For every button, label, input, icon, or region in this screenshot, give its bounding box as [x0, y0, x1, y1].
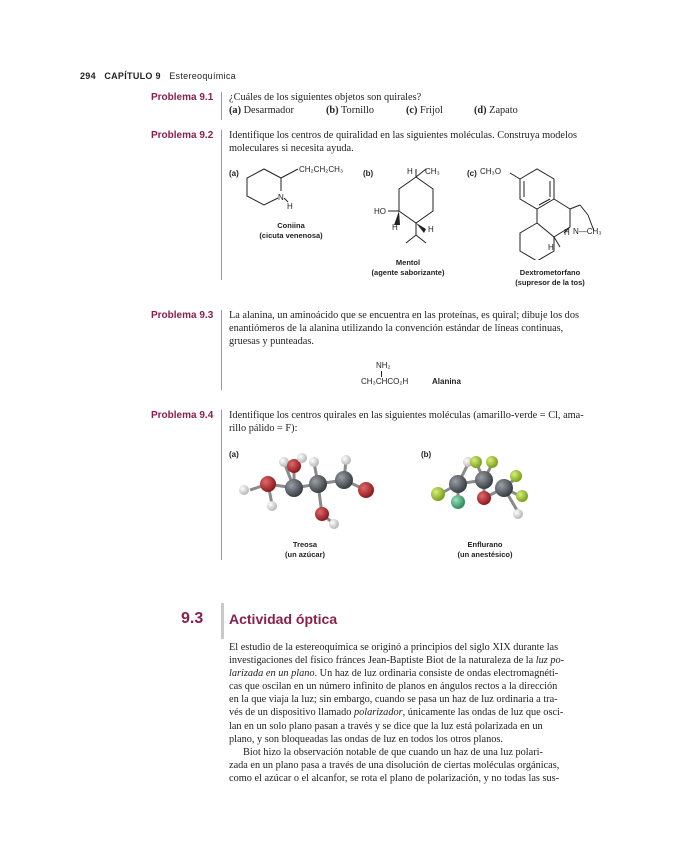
- dxm-h1: H: [564, 228, 570, 237]
- enflurane-model: [428, 448, 538, 538]
- problem-9-2-line1: Identifique los centros de quiralidad en las siguientes moléculas. Construya modelos: [229, 130, 578, 141]
- problem-9-1-label: Problema 9.1: [151, 92, 214, 103]
- problem-9-3-line2: enantiómeros de la alanina utilizando la convención estándar de líneas continuas,: [229, 323, 564, 334]
- divider: [221, 410, 222, 560]
- coniine-caption: Coniina (cicuta venenosa): [259, 221, 323, 240]
- problem-9-2-line2: moleculares si necesita ayuda.: [229, 143, 354, 154]
- body-line: plano, y son bloqueadas las ondas de luz en todos los otros planos.: [229, 733, 503, 745]
- problem-9-4-line2: rillo pálido = F):: [229, 423, 298, 434]
- divider: [221, 130, 222, 280]
- option-a: (a) Desarmador: [229, 105, 294, 116]
- tag-a: (a): [229, 169, 239, 178]
- alanine-name: Alanina: [432, 377, 461, 386]
- menthol-h1: H: [392, 223, 398, 232]
- dxm-h2: H: [548, 243, 554, 252]
- enflurane-caption: Enflurano (un anestésico): [457, 540, 513, 559]
- tag-4a: (a): [229, 450, 239, 459]
- tag-c: (c): [467, 169, 477, 178]
- coniine-n: N: [278, 193, 284, 202]
- coniine-substituent: CH₂CH₂CH₃: [299, 165, 344, 174]
- dxm-nch3: N—CH₃: [573, 227, 602, 236]
- body-line: cas que oscilan en un número infinito de planos en ángulos rectos a la dirección: [229, 681, 558, 693]
- tag-b: (b): [363, 169, 374, 178]
- alanine-formula: CH₃CHCO₂H: [361, 377, 409, 386]
- option-d: (d) Zapato: [474, 105, 518, 116]
- menthol-caption: Mentol (agente saborizante): [371, 258, 445, 277]
- body-line: vés de un dispositivo llamado polarizador, únicamente las ondas de luz que osci-: [229, 707, 564, 719]
- body-line: larizada en un plano. Un haz de luz ordinaria consiste de ondas electromagnéti-: [229, 668, 559, 680]
- menthol-ho: HO: [374, 207, 386, 216]
- problem-9-3-line3: gruesas y punteadas.: [229, 336, 314, 347]
- option-b: (b) Tornillo: [326, 105, 375, 116]
- dxm-caption: Dextrometorfano (supresor de la tos): [515, 268, 585, 287]
- body-line: como el azúcar o el alcanfor, se rota el plano de polarización, y no todas las sus-: [229, 772, 560, 784]
- threose-caption: Treosa (un azúcar): [284, 540, 325, 559]
- coniine-h: H: [287, 202, 293, 211]
- threose-model: [236, 448, 386, 538]
- menthol-h-top: H: [407, 167, 413, 176]
- divider: [221, 92, 222, 120]
- divider: [221, 310, 222, 390]
- chapter-label: CAPÍTULO 9: [104, 71, 161, 81]
- problem-9-3-line1: La alanina, un aminoácido que se encuentra en las proteínas, es quiral; dibuje los dos: [229, 310, 579, 321]
- section-number: 9.3: [181, 610, 204, 627]
- body-line: Biot hizo la observación notable de que cuando un haz de una luz polari-: [243, 746, 543, 758]
- section-divider: [221, 603, 224, 639]
- problem-9-4-label: Problema 9.4: [151, 410, 214, 421]
- option-c: (c) Frijol: [406, 105, 443, 116]
- dxm-ch3o: CH₃O: [480, 167, 502, 176]
- tag-4b: (b): [421, 450, 432, 459]
- body-line: investigaciones del físico fránces Jean-Baptiste Biot de la naturaleza de la luz po-: [229, 655, 565, 667]
- section-title: Actividad óptica: [229, 611, 338, 627]
- problem-9-2-label: Problema 9.2: [151, 130, 214, 141]
- alanine-nh2: NH₂: [376, 361, 391, 370]
- chapter-title: Estereoquímica: [169, 71, 236, 81]
- problem-9-1-text: ¿Cuáles de los siguientes objetos son quirales?: [229, 92, 422, 103]
- body-line: en la que viaja la luz; sin embargo, cuando se pasa un haz de luz ordinaria a tra-: [229, 694, 558, 706]
- running-header: [80, 71, 236, 81]
- body-line: lan en un solo plano pasan a través y se dice que la luz está polarizada en un: [229, 720, 543, 732]
- problem-9-4-line1: Identifique los centros quirales en las siguientes moléculas (amarillo-verde = Cl, ama-: [229, 410, 584, 421]
- body-line: El estudio de la estereoquímica se originó a principios del siglo XIX durante las: [229, 642, 559, 653]
- problem-9-3-label: Problema 9.3: [151, 310, 214, 321]
- section-body: [229, 641, 597, 785]
- page-number: 294: [80, 71, 96, 81]
- body-line: zada en un plano pasa a través de una disolución de ciertas moléculas orgánicas,: [229, 759, 560, 771]
- menthol-h2: H: [428, 225, 434, 234]
- menthol-ch3: CH₃: [425, 167, 440, 176]
